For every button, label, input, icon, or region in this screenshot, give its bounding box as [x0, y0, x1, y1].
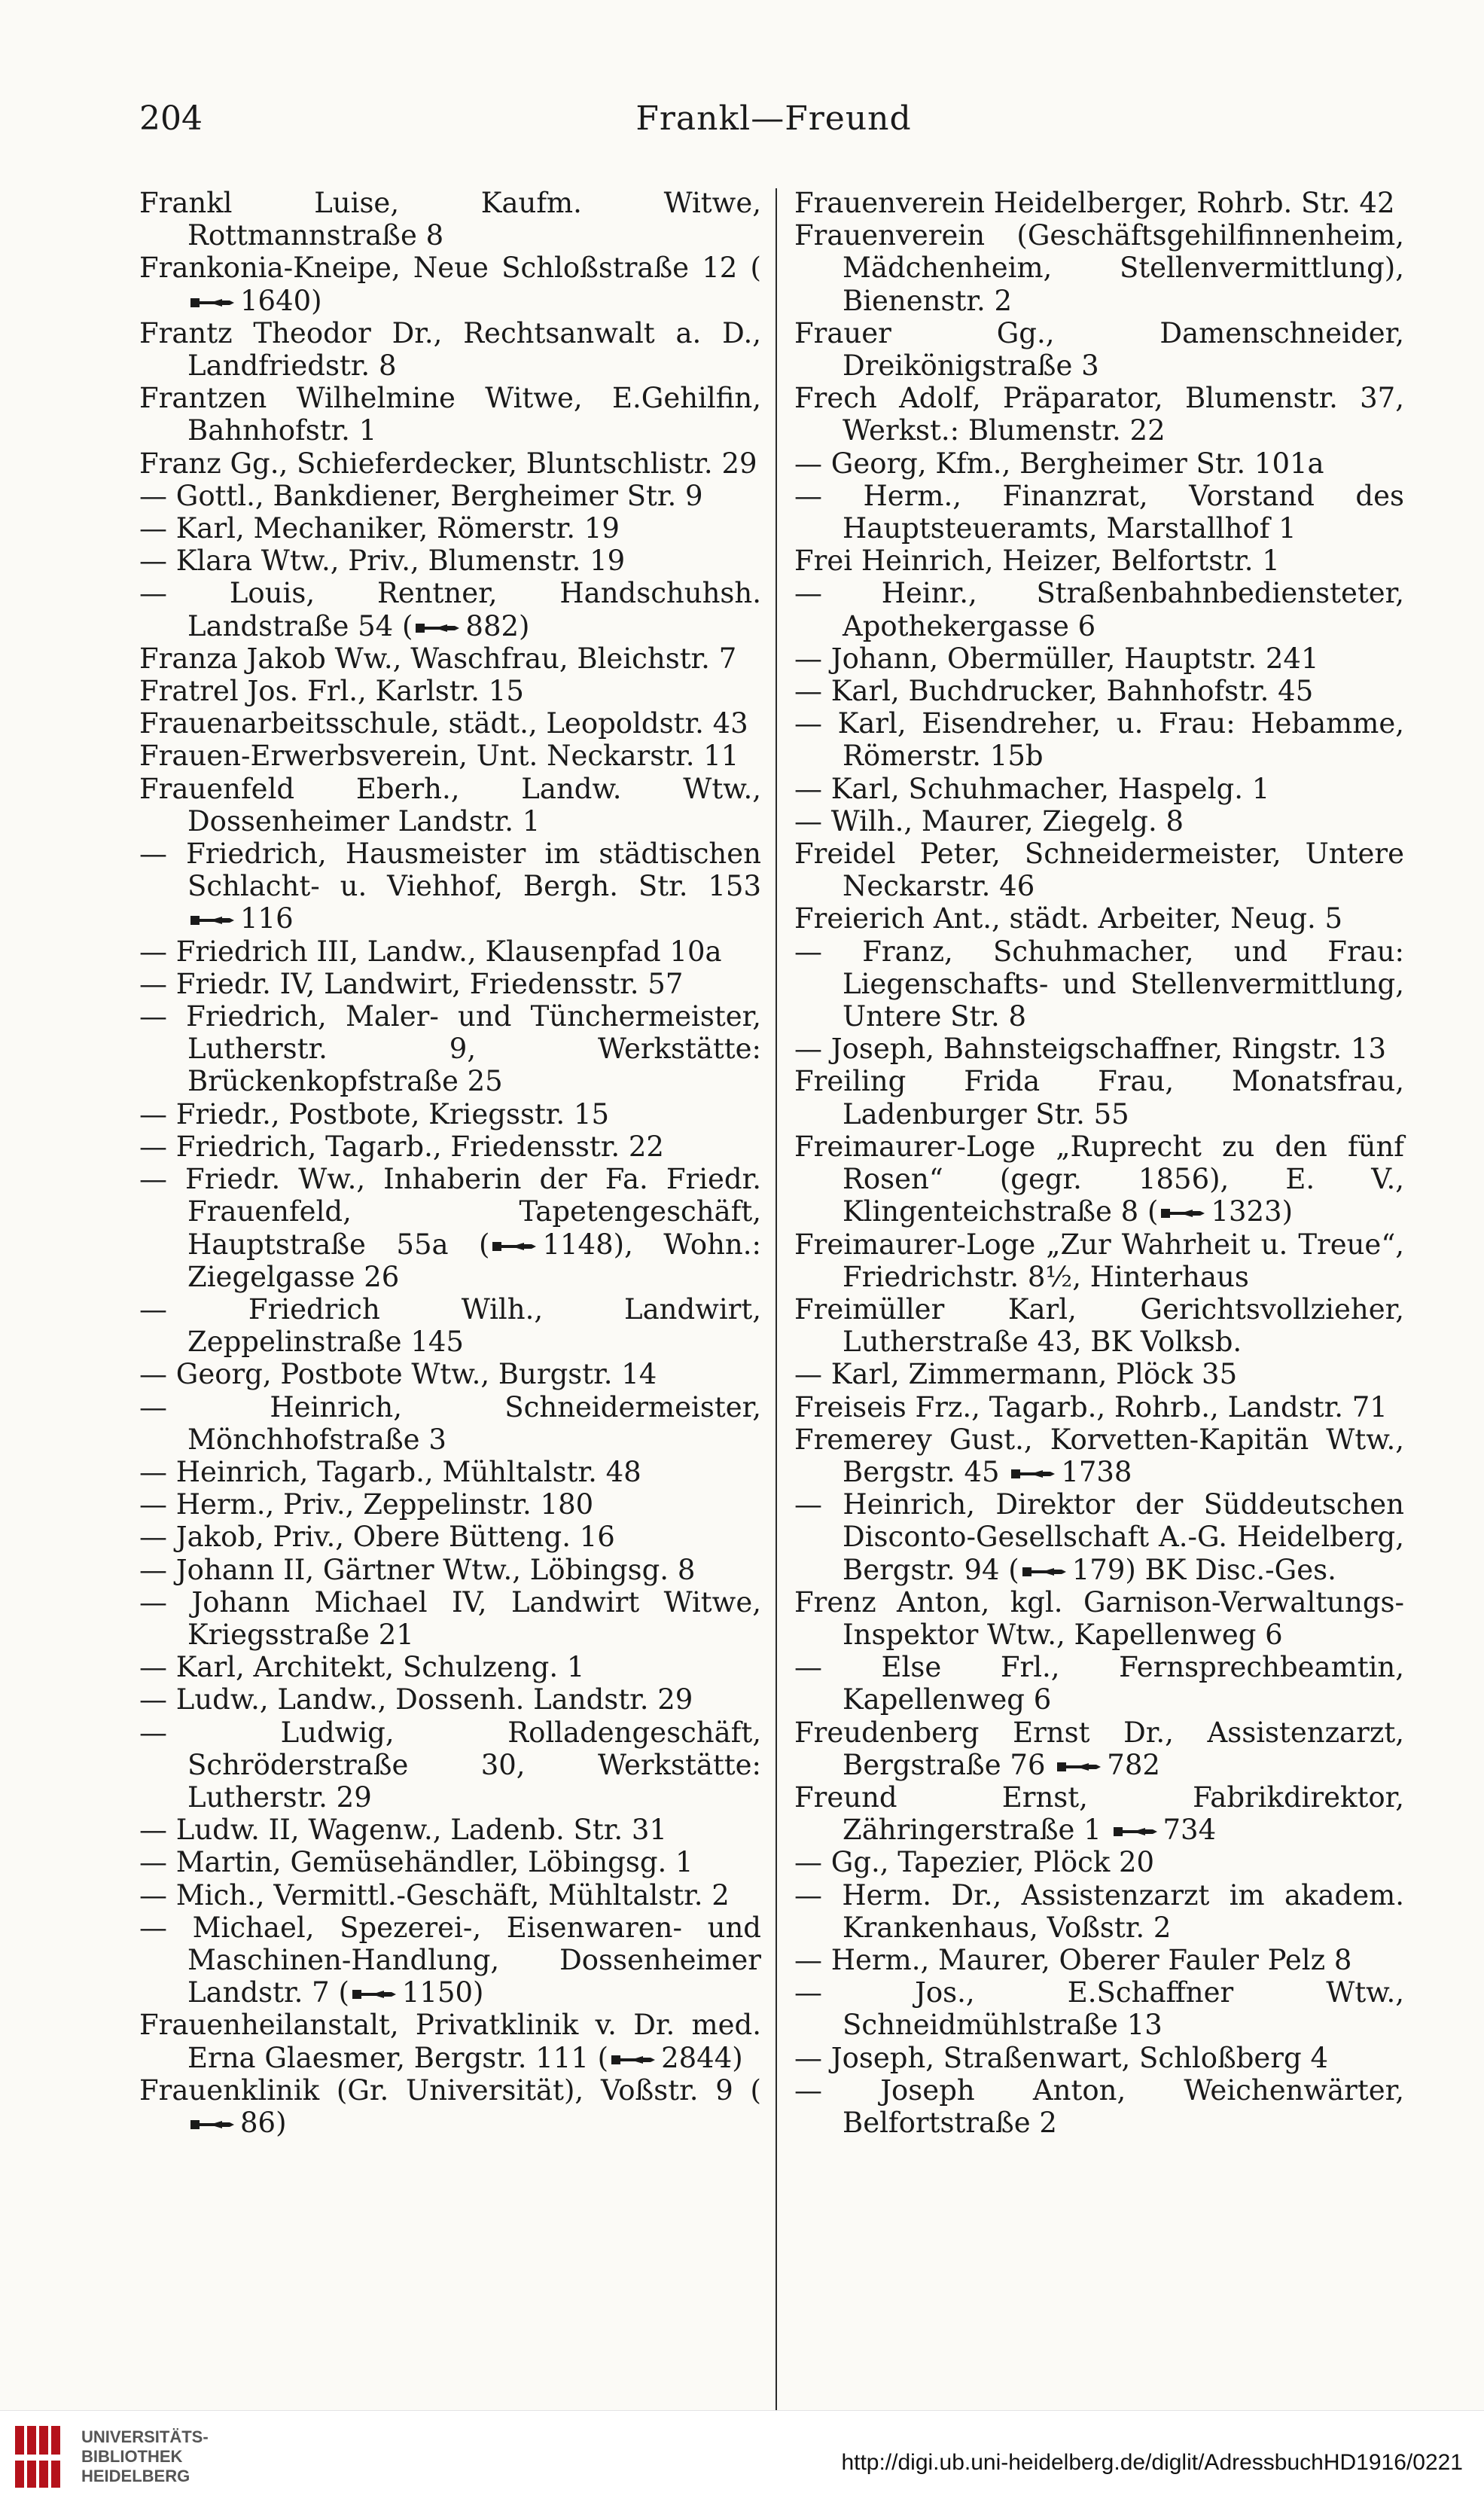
telephone-hand-icon — [1021, 1563, 1068, 1581]
entry-text: — Friedr. IV, Landwirt, Friedensstr. 57 — [139, 967, 684, 1000]
directory-entry — [139, 707, 761, 740]
directory-entry — [794, 1879, 1404, 1944]
entry-text: — Heinrich, Direktor der Süddeutschen Disconto-Gesellschaft A.-G. Heidelberg, Bergstr. 94 ( — [794, 1488, 1404, 1586]
directory-entry — [794, 1716, 1404, 1781]
entry-text: 734 — [1163, 1814, 1217, 1847]
entry-text: Freiling Frida Frau, Monatsfrau, Ladenburger Str. 55 — [794, 1065, 1404, 1130]
entry-text: Fratrel Jos. Frl., Karlstr. 15 — [139, 675, 524, 708]
directory-entry — [139, 773, 761, 838]
entry-text: — Karl, Architekt, Schulzeng. 1 — [139, 1651, 585, 1684]
entry-text: 1148), Wohn.: Ziegelgasse 26 — [187, 1228, 761, 1293]
directory-entry — [139, 935, 761, 968]
directory-entry — [794, 838, 1404, 902]
viewer-footer — [0, 2410, 1484, 2505]
entry-text: 1640) — [240, 284, 322, 317]
directory-entry — [794, 1586, 1404, 1651]
directory-entry — [139, 2009, 761, 2073]
entry-text: — Else Frl., Fernsprechbeamtin, Kapellenweg 6 — [794, 1651, 1404, 1716]
entry-text: — Herm., Maurer, Oberer Fauler Pelz 8 — [794, 1943, 1352, 1976]
entry-text: — Mich., Vermittl.-Geschäft, Mühltalstr. 2 — [139, 1878, 730, 1912]
directory-entry — [139, 1456, 761, 1488]
directory-entry — [139, 317, 761, 382]
directory-entry — [794, 545, 1404, 577]
directory-entry — [794, 219, 1404, 317]
entry-text: — Joseph, Straßenwart, Schloßberg 4 — [794, 2041, 1328, 2074]
directory-entry — [794, 805, 1404, 838]
entry-text: 86) — [240, 2106, 287, 2139]
directory-entry — [139, 545, 761, 577]
directory-entry — [794, 1488, 1404, 1586]
directory-entry — [794, 642, 1404, 675]
directory-entry — [139, 480, 761, 512]
entry-text: — Jakob, Priv., Obere Bütteng. 16 — [139, 1521, 615, 1554]
directory-entry — [794, 1976, 1404, 2041]
library-name-line: UNIVERSITÄTS- — [81, 2427, 209, 2446]
entry-text: Frei Heinrich, Heizer, Belfortstr. 1 — [794, 545, 1280, 578]
left-column — [139, 187, 761, 2139]
telephone-hand-icon — [189, 2116, 236, 2134]
entry-text: — Heinrich, Schneidermeister, Mönchhofstraße 3 — [139, 1390, 761, 1456]
entry-text: Frauenheilanstalt, Privatklinik v. Dr. med. Erna Glaesmer, Bergstr. 111 ( — [139, 2009, 761, 2074]
directory-entry — [794, 1651, 1404, 1716]
entry-text: — Georg, Postbote Wtw., Burgstr. 14 — [139, 1358, 657, 1391]
directory-entry — [794, 1358, 1404, 1390]
entry-text: 1150) — [401, 1976, 484, 2009]
entry-text: — Louis, Rentner, Handschuhsh. Landstraße 54 ( — [139, 577, 761, 642]
entry-text: Freimaurer-Loge „Zur Wahrheit u. Treue“, Friedrichstr. 8½, Hinterhaus — [794, 1228, 1404, 1293]
directory-entry — [139, 1130, 761, 1163]
telephone-hand-icon — [189, 294, 236, 312]
telephone-hand-icon — [610, 2051, 657, 2069]
directory-entry — [139, 1912, 761, 2009]
entry-text: — Ludwig, Rolladengeschäft, Schröderstraße 30, Werkstätte: Lutherstr. 29 — [139, 1716, 761, 1814]
telephone-hand-icon — [491, 1237, 538, 1256]
directory-entry — [139, 1879, 761, 1912]
entry-text: Frauen-Erwerbsverein, Unt. Neckarstr. 11 — [139, 740, 739, 773]
library-name — [81, 2427, 209, 2486]
entry-text: Freund Ernst, Fabrikdirektor, Zähringerstraße 1 — [794, 1780, 1404, 1847]
entry-text: — Michael, Spezerei-, Eisenwaren- und Maschinen-Handlung, Dossenheimer Landstr. 7 ( — [139, 1911, 761, 2009]
entry-text: — Jos., E.Schaffner Wtw., Schneidmühlstraße 13 — [794, 1976, 1404, 2042]
column-divider — [776, 188, 777, 2410]
directory-entry — [139, 1716, 761, 1814]
entry-text: Frauer Gg., Damenschneider, Dreikönigstraße 3 — [794, 316, 1404, 383]
entry-text: — Ludw. II, Wagenw., Ladenb. Str. 31 — [139, 1814, 667, 1847]
entry-text: Frauenfeld Eberh., Landw. Wtw., Dossenheimer Landstr. 1 — [139, 772, 761, 838]
telephone-hand-icon — [1112, 1823, 1159, 1841]
entry-text: — Friedr., Postbote, Kriegsstr. 15 — [139, 1097, 610, 1130]
directory-entry — [794, 1130, 1404, 1228]
directory-entry — [139, 1358, 761, 1390]
entry-text: Franz Gg., Schieferdecker, Bluntschlistr. 29 — [139, 447, 757, 480]
page-number: 204 — [139, 99, 203, 138]
directory-entry — [794, 447, 1404, 480]
directory-entry — [794, 2042, 1404, 2074]
entry-text: Freiseis Frz., Tagarb., Rohrb., Landstr. 71 — [794, 1390, 1388, 1423]
telephone-hand-icon — [1056, 1758, 1102, 1776]
entry-text: 782 — [1107, 1748, 1160, 1781]
directory-entry — [794, 675, 1404, 707]
directory-entry — [139, 252, 761, 316]
entry-text: Frankl Luise, Kaufm. Witwe, Rottmannstraße 8 — [139, 187, 761, 252]
entry-text: Freierich Ant., städt. Arbeiter, Neug. 5 — [794, 902, 1343, 935]
entry-text: — Martin, Gemüsehändler, Löbingsg. 1 — [139, 1846, 693, 1879]
directory-entry — [139, 447, 761, 480]
entry-text: — Karl, Schuhmacher, Haspelg. 1 — [794, 772, 1270, 805]
library-name-line: BIBLIOTHEK — [81, 2447, 183, 2466]
entry-text: — Herm., Priv., Zeppelinstr. 180 — [139, 1488, 594, 1521]
directory-entry — [139, 1293, 761, 1358]
entry-text: — Wilh., Maurer, Ziegelg. 8 — [794, 804, 1184, 838]
directory-entry — [139, 1586, 761, 1651]
entry-text: — Friedrich Wilh., Landwirt, Zeppelinstraße 145 — [139, 1292, 761, 1359]
entry-text: Freudenberg Ernst Dr., Assistenzarzt, Bergstraße 76 — [794, 1716, 1404, 1781]
entry-text: — Friedrich, Hausmeister im städtischen Schlacht- u. Viehhof, Bergh. Str. 153 — [139, 838, 761, 903]
entry-text: Freidel Peter, Schneidermeister, Untere Neckarstr. 46 — [794, 838, 1404, 903]
entry-text: — Friedr. Ww., Inhaberin der Fa. Friedr. Frauenfeld, Tapetengeschäft, Hauptstraße 55a ( — [139, 1163, 761, 1261]
entry-text: — Karl, Buchdrucker, Bahnhofstr. 45 — [794, 675, 1314, 708]
directory-entry — [139, 2074, 761, 2139]
directory-entry — [794, 935, 1404, 1033]
directory-entry — [139, 1683, 761, 1716]
directory-entry — [794, 1033, 1404, 1065]
entry-text: Frech Adolf, Präparator, Blumenstr. 37, Werkst.: Blumenstr. 22 — [794, 382, 1404, 447]
running-head: Frankl—Freund — [635, 99, 912, 138]
directory-entry — [794, 577, 1404, 642]
directory-entry — [794, 317, 1404, 382]
entry-text: Frauenarbeitsschule, städt., Leopoldstr. 43 — [139, 707, 748, 740]
entry-text: Freimüller Karl, Gerichtsvollzieher, Lutherstraße 43, BK Volksb. — [794, 1292, 1404, 1359]
directory-entry — [794, 1781, 1404, 1846]
entry-text: 2844) — [661, 2041, 743, 2074]
entry-text: 1323) — [1211, 1195, 1294, 1228]
directory-entry — [139, 968, 761, 1000]
directory-entry — [794, 1065, 1404, 1130]
library-name-line: HEIDELBERG — [81, 2467, 190, 2485]
directory-entry — [139, 1098, 761, 1130]
directory-entry — [139, 577, 761, 642]
entry-text: — Georg, Kfm., Bergheimer Str. 101a — [794, 447, 1324, 480]
directory-entry — [139, 642, 761, 675]
directory-entry — [794, 1423, 1404, 1488]
entry-text: — Herm. Dr., Assistenzarzt im akadem. Krankenhaus, Voßstr. 2 — [794, 1878, 1404, 1944]
directory-entry — [139, 1391, 761, 1456]
directory-entry — [139, 1651, 761, 1683]
entry-text: — Johann II, Gärtner Wtw., Löbingsg. 8 — [139, 1553, 696, 1586]
entry-text: — Gg., Tapezier, Plöck 20 — [794, 1846, 1155, 1879]
entry-text: — Gottl., Bankdiener, Bergheimer Str. 9 — [139, 479, 703, 512]
entry-text: Fremerey Gust., Korvetten-Kapitän Wtw., Bergstr. 45 — [794, 1423, 1404, 1488]
entry-text: Frankonia-Kneipe, Neue Schloßstraße 12 ( — [139, 252, 761, 285]
entry-text: — Friedrich III, Landw., Klausenpfad 10a — [139, 935, 722, 968]
directory-entry — [139, 740, 761, 772]
directory-entry — [139, 1488, 761, 1521]
directory-entry — [139, 1000, 761, 1098]
entry-text: — Friedrich, Tagarb., Friedensstr. 22 — [139, 1130, 664, 1163]
entry-text: — Karl, Zimmermann, Plöck 35 — [794, 1358, 1238, 1391]
entry-text: — Ludw., Landw., Dossenh. Landstr. 29 — [139, 1683, 693, 1716]
directory-entry — [139, 675, 761, 707]
entry-text: — Klara Wtw., Priv., Blumenstr. 19 — [139, 545, 626, 578]
directory-entry — [139, 382, 761, 447]
entry-text: 116 — [240, 902, 294, 935]
telephone-hand-icon — [351, 1985, 398, 2003]
directory-entry — [139, 1554, 761, 1586]
entry-text: — Karl, Mechaniker, Römerstr. 19 — [139, 512, 620, 545]
directory-entry — [794, 1944, 1404, 1976]
directory-entry — [139, 1814, 761, 1846]
entry-text: 1738 — [1061, 1455, 1132, 1488]
entry-text: — Heinr., Straßenbahnbediensteter, Apothekergasse 6 — [794, 577, 1404, 642]
directory-entry — [794, 2074, 1404, 2139]
telephone-hand-icon — [1010, 1465, 1056, 1483]
directory-entry — [794, 1846, 1404, 1878]
entry-text: — Franz, Schuhmacher, und Frau: Liegenschafts- und Stellenvermittlung, Untere Str. 8 — [794, 935, 1404, 1033]
entry-text: — Herm., Finanzrat, Vorstand des Hauptsteueramts, Marstallhof 1 — [794, 479, 1404, 545]
directory-entry — [794, 480, 1404, 545]
entry-text: — Heinrich, Tagarb., Mühltalstr. 48 — [139, 1455, 641, 1488]
entry-text: Freimaurer-Loge „Ruprecht zu den fünf Rosen“ (gegr. 1856), E. V., Klingenteichstraße 8 ( — [794, 1130, 1404, 1228]
directory-entry — [794, 1391, 1404, 1423]
entry-text: — Joseph, Bahnsteigschaffner, Ringstr. 13 — [794, 1033, 1387, 1066]
directory-entry — [139, 187, 761, 252]
directory-entry — [139, 1521, 761, 1553]
university-library-logo — [14, 2424, 62, 2489]
directory-entry — [139, 512, 761, 545]
directory-entry — [139, 1163, 761, 1293]
entry-text: — Johann, Obermüller, Hauptstr. 241 — [794, 642, 1319, 675]
entry-text: — Friedrich, Maler- und Tünchermeister, Lutherstr. 9, Werkstätte: Brückenkopfstraße 25 — [139, 1000, 761, 1098]
directory-entry — [794, 1228, 1404, 1293]
directory-entry — [794, 1293, 1404, 1358]
entry-text: 882) — [465, 609, 530, 642]
telephone-hand-icon — [1159, 1204, 1206, 1222]
entry-text: Frantz Theodor Dr., Rechtsanwalt a. D., Landfriedstr. 8 — [139, 316, 761, 383]
entry-text: Frantzen Wilhelmine Witwe, E.Gehilfin, Bahnhofstr. 1 — [139, 382, 761, 447]
entry-text: — Joseph Anton, Weichenwärter, Belfortstraße 2 — [794, 2073, 1404, 2139]
directory-entry — [794, 902, 1404, 935]
directory-entry — [794, 187, 1404, 219]
directory-entry — [139, 1846, 761, 1878]
entry-text: — Johann Michael IV, Landwirt Witwe, Kriegsstraße 21 — [139, 1585, 761, 1651]
source-url-link[interactable]: http://digi.ub.uni-heidelberg.de/diglit/AdressbuchHD1916/0221 — [841, 2450, 1463, 2475]
right-column — [794, 187, 1404, 2139]
entry-text: Frenz Anton, kgl. Garnison-Verwaltungs-Inspektor Wtw., Kapellenweg 6 — [794, 1585, 1404, 1651]
telephone-hand-icon — [189, 911, 236, 929]
entry-text: Franza Jakob Ww., Waschfrau, Bleichstr. 7 — [139, 642, 737, 675]
entry-text: Frauenverein Heidelberger, Rohrb. Str. 42 — [794, 187, 1395, 219]
directory-entry — [794, 773, 1404, 805]
page-header — [139, 96, 1408, 142]
directory-entry — [139, 838, 761, 935]
entry-text: 179) BK Disc.-Ges. — [1071, 1553, 1336, 1586]
telephone-hand-icon — [414, 619, 461, 637]
entry-text: — Karl, Eisendreher, u. Frau: Hebamme, Römerstr. 15b — [794, 707, 1404, 773]
directory-entry — [794, 707, 1404, 772]
entry-text: Frauenverein (Geschäftsgehilfinnenheim, Mädchenheim, Stellenvermittlung), Bienenstr. 2 — [794, 219, 1404, 317]
entry-text: Frauenklinik (Gr. Universität), Voßstr. 9 ( — [139, 2073, 761, 2107]
directory-entry — [794, 382, 1404, 447]
